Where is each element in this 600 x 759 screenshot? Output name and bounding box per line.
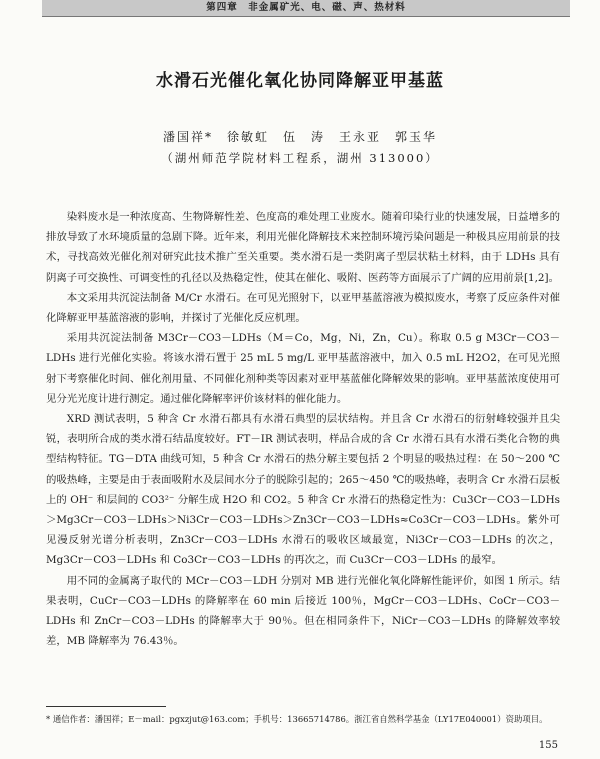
footnote-divider [46,706,166,707]
corresponding-author-footnote: * 通信作者：潘国祥；E－mail：pgxzjut@163.com；手机号：13665714786。浙江省自然科学基金（LY17E040001）资助项目。 [46,714,548,724]
article-title: 水滑石光催化氧化协同降解亚甲基蓝 [156,71,444,91]
affiliation: （湖州师范学院材料工程系，湖州 313000） [161,151,439,165]
paragraph-characterization: XRD 测试表明，5 种含 Cr 水滑石都具有水滑石典型的层状结构。并且含 Cr 水滑石的衍射峰较强并且尖锐，表明所合成的类水滑石结晶度较好。FT－IR 测试表明，样品合成的含 Cr 水滑石具有水滑石类化合物的典型结构特征。TG－DTA 曲线可知，5 种含 Cr 水滑石的热分解主要包括 2 个明显的吸热过程：在 50～200 ℃的吸热峰，主要是由于表面吸附水及层间水分子的脱除引起的；265～450 ℃的吸热峰，表明含 Cr 水滑石层板上的 OH⁻ 和层间的 CO3²⁻ 分解生成 H2O 和 CO2。5 种含 Cr 水滑石的热稳定性为：Cu3Cr－CO3－LDHs＞Mg3Cr－CO3－LDHs＞Ni3Cr－CO3－LDHs＞Zn3Cr－CO3－LDHs≈Co3Cr－CO3－LDHs。紫外可见漫反射光谱分析表明，Zn3Cr－CO3－LDHs 水滑石的吸收区域最宽，Ni3Cr－CO3－LDHs 的次之，Mg3Cr－CO3－LDHs 和 Co3Cr－CO3－LDHs 的再次之，而 Cu3Cr－CO3－LDHs 的最窄。 [46,413,560,567]
page-number: 155 [538,740,558,751]
paragraph-method: 采用共沉淀法制备 M3Cr－CO3－LDHs（M＝Co，Mg，Ni，Zn，Cu）。称取 0.5 g M3Cr－CO3－LDHs 进行光催化实验。将该水滑石置于 25 mL 5 mg/L 亚甲基蓝溶液中，加入 0.5 mL H2O2，在可见光照射下考察催化时间、催化剂用量、不同催化剂种类等因素对亚甲基蓝催化降解效果的影响。亚甲基蓝浓度使用可见分光光度计进行测定。通过催化降解率评价该材料的催化能力。 [46,332,560,405]
article-body [46,207,560,651]
author-list: 潘国祥* 徐敏虹 伍 涛 王永亚 郭玉华 [162,130,437,144]
paragraph-aim: 本文采用共沉淀法制备 M/Cr 水滑石。在可见光照射下，以亚甲基蓝溶液为模拟废水，考察了反应条件对催化降解亚甲基蓝溶液的影响，并探讨了光催化反应机理。 [46,291,560,325]
paragraph-intro: 染料废水是一种浓度高、生物降解性差、色度高的难处理工业废水。随着印染行业的快速发展，日益增多的排放导致了水环境质量的急剧下降。近年来，利用光催化降解技术来控制环境污染问题是一种极具应用前景的技术，寻找高效光催化剂对研究此技术推广至关重要。类水滑石是一类阴离子型层状粘土材料，由于 LDHs 具有阴离子可交换性、可调变性的孔径以及热稳定性，使其在催化、吸附、医药等方面展示了广阔的应用前景[1,2]。 [46,211,560,284]
paragraph-results: 用不同的金属离子取代的 MCr－CO3－LDH 分别对 MB 进行光催化氧化降解性能评价，如图 1 所示。结果表明，CuCr－CO3－LDHs 的降解率在 60 min 后接近 100％，MgCr－CO3－LDHs、CoCr－CO3－LDHs 和 ZnCr－CO3－LDHs 的降解率大于 90％。但在相同条件下，NiCr－CO3－LDHs 的降解效率较差，MB 降解率为 76.43％。 [46,574,560,648]
running-header: 第四章 非金属矿光、电、磁、声、热材料 [42,0,570,17]
